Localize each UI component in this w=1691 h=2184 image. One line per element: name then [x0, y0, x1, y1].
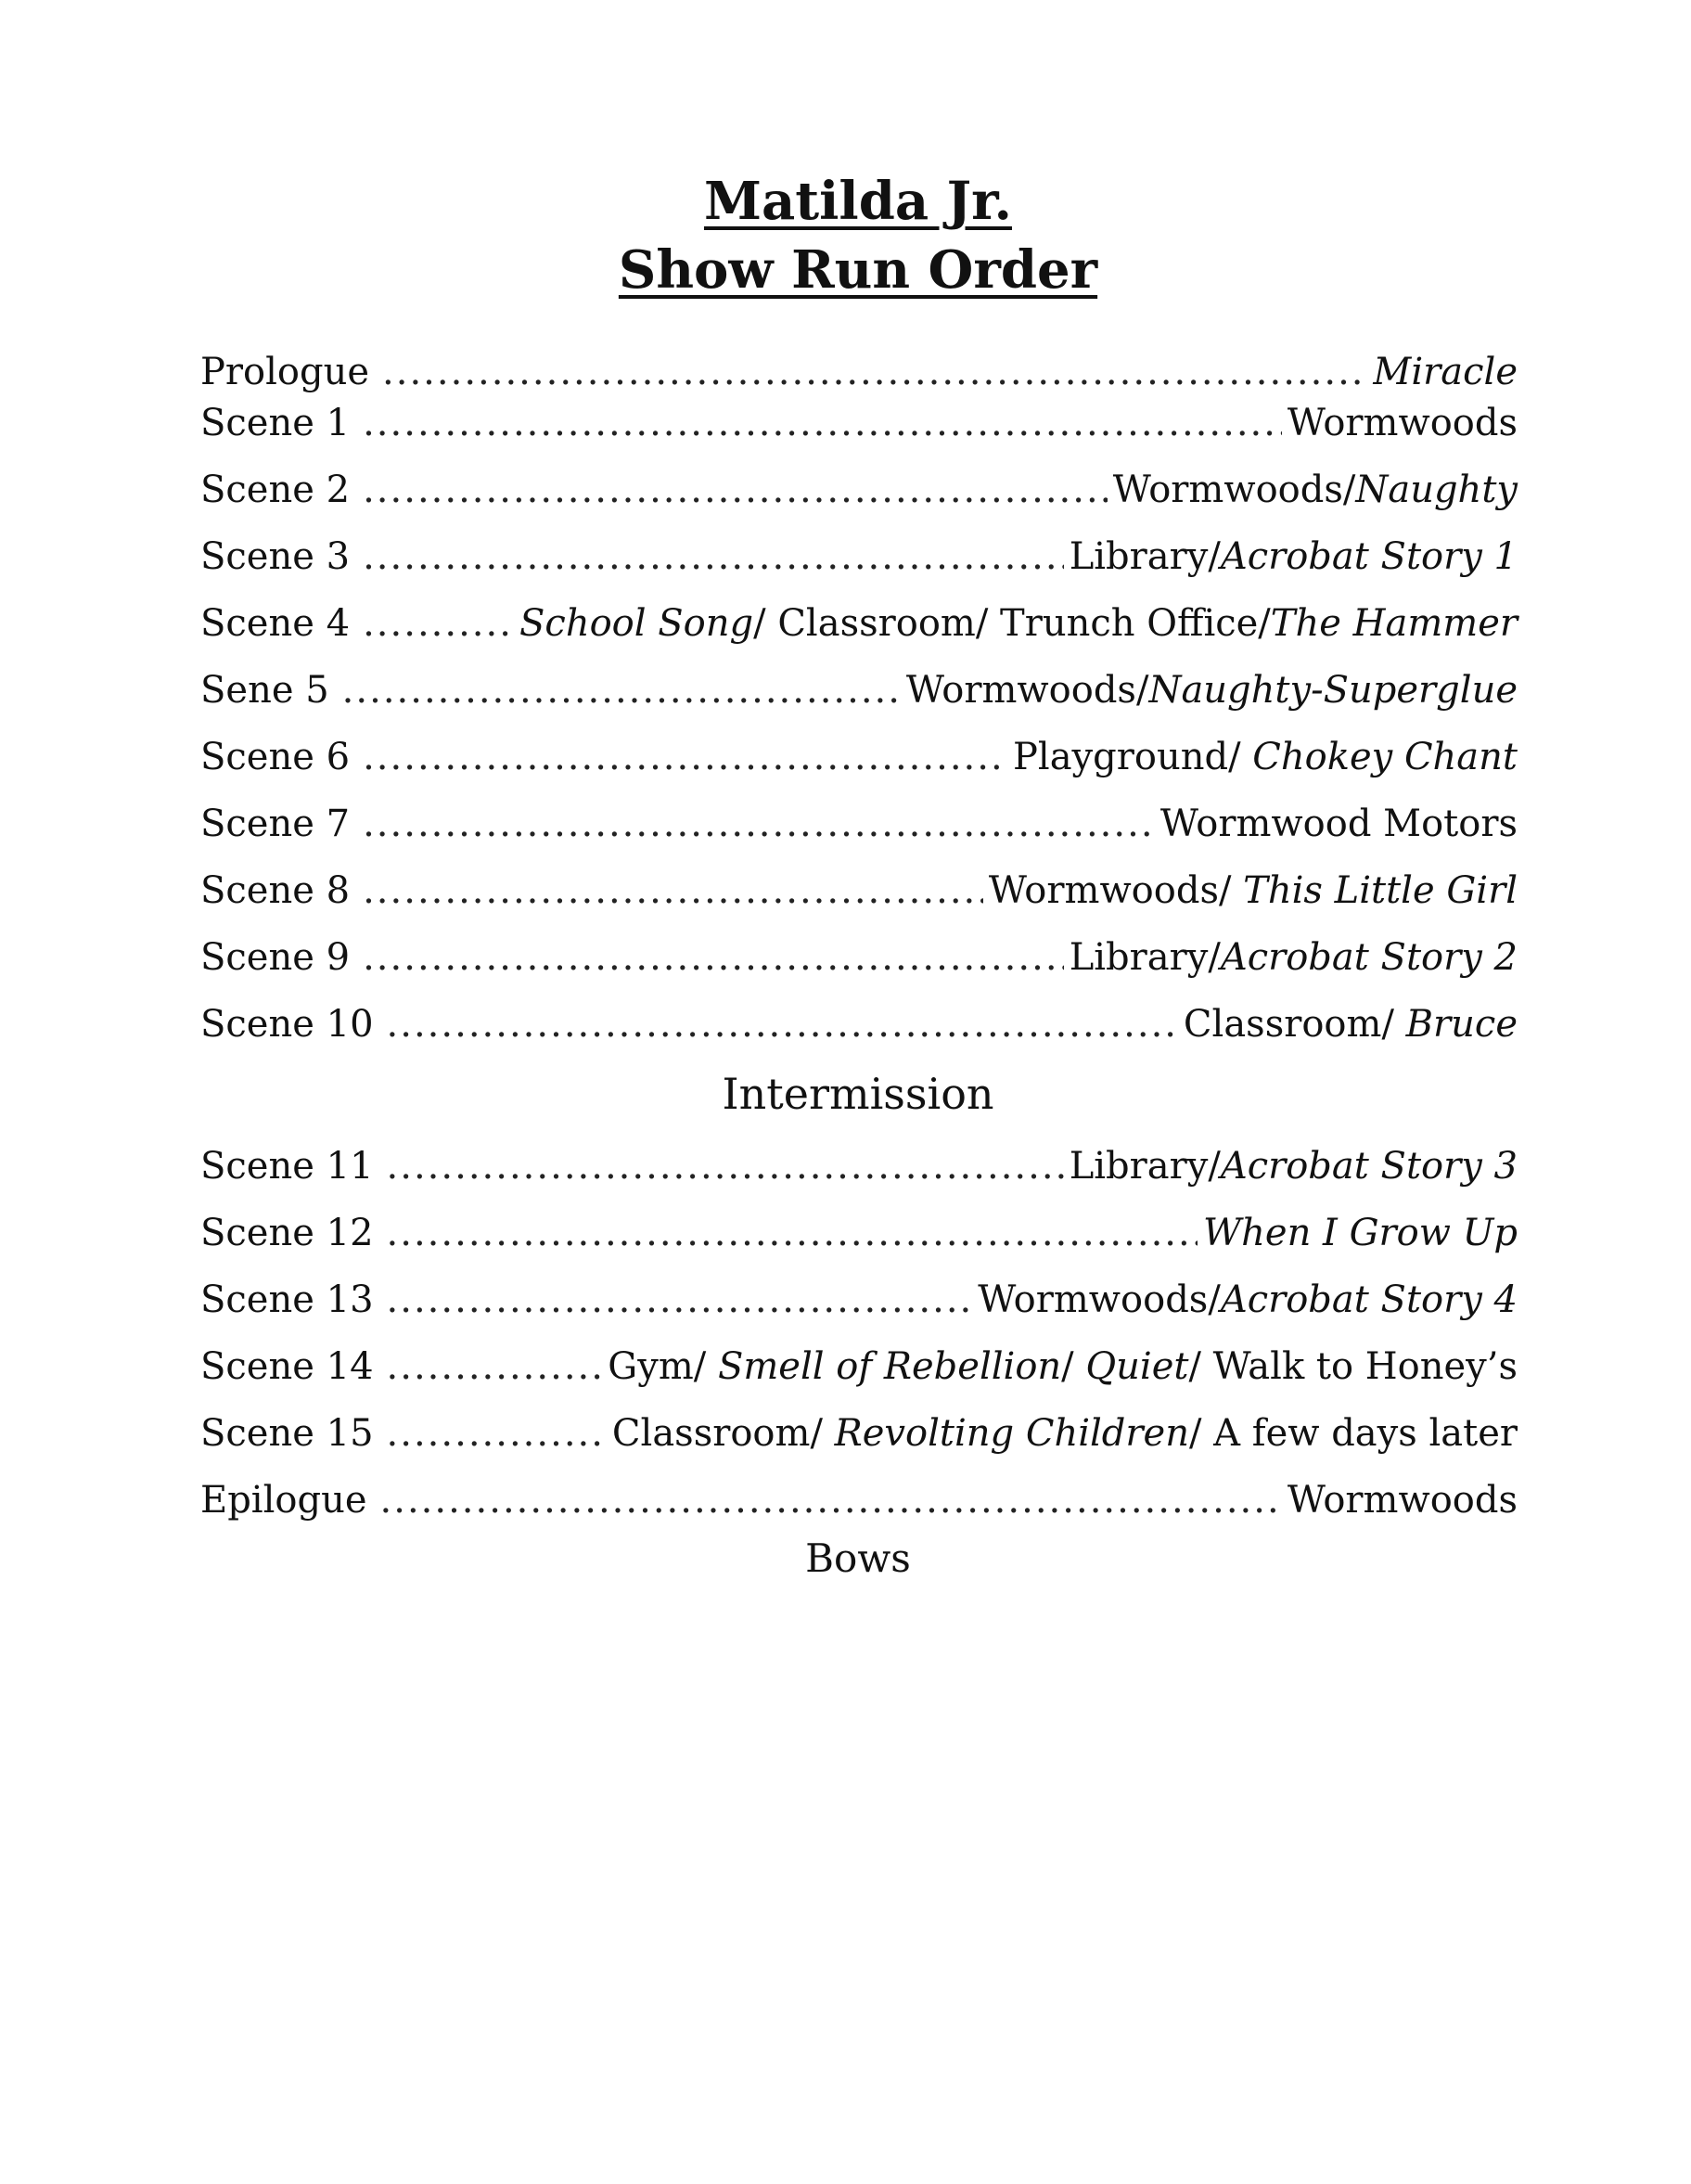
location-text: Classroom/	[1183, 1003, 1406, 1046]
song-title: Acrobat Story 1	[1220, 535, 1518, 578]
scene-description	[906, 669, 1518, 712]
leader-dots	[387, 1345, 603, 1388]
scene-row	[200, 1212, 1518, 1264]
song-title: Chokey Chant	[1252, 736, 1518, 778]
scene-label: Scene 2	[200, 469, 351, 511]
scene-label: Scene 15	[200, 1412, 374, 1455]
scene-description	[1373, 351, 1518, 393]
scene-description	[989, 869, 1518, 912]
song-title: Acrobat Story 2	[1220, 936, 1518, 979]
location-text: Library/	[1069, 936, 1221, 979]
song-title: Naughty-Superglue	[1148, 669, 1518, 712]
song-title: This Little Girl	[1243, 869, 1518, 912]
scene-description	[1013, 736, 1518, 778]
scene-row	[200, 736, 1518, 788]
location-text: / Classroom/ Trunch Office/	[753, 602, 1271, 645]
show-title: Matilda Jr.	[704, 171, 1012, 232]
scene-description	[1160, 803, 1518, 845]
leader-dots	[387, 1278, 973, 1321]
scene-description	[1287, 1479, 1518, 1522]
scene-label: Scene 10	[200, 1003, 374, 1046]
scene-description	[1184, 1003, 1518, 1046]
leader-dots	[380, 1479, 1282, 1522]
scene-description	[1113, 469, 1518, 511]
scene-description	[1070, 1145, 1518, 1188]
scene-row	[200, 1345, 1518, 1397]
scene-description	[978, 1278, 1518, 1321]
run-order-heading: Show Run Order	[618, 239, 1098, 301]
scene-row	[200, 402, 1518, 454]
song-title: Acrobat Story 3	[1220, 1145, 1518, 1188]
leader-dots	[363, 469, 1108, 511]
location-text: Wormwoods	[1287, 402, 1518, 444]
location-text: Library/	[1069, 1145, 1221, 1188]
leader-dots	[363, 535, 1064, 578]
scene-label: Scene 14	[200, 1345, 374, 1388]
scene-label: Scene 3	[200, 535, 351, 578]
song-title: School Song	[519, 602, 754, 645]
scene-row	[200, 803, 1518, 854]
location-text: Classroom/	[611, 1412, 835, 1455]
scene-label: Scene 8	[200, 869, 351, 912]
scene-label: Scene 4	[200, 602, 351, 645]
song-title: When I Grow Up	[1203, 1212, 1518, 1254]
scene-label: Scene 13	[200, 1278, 374, 1321]
scene-row	[200, 469, 1518, 520]
scene-label: Scene 9	[200, 936, 351, 979]
location-text: Wormwoods/	[978, 1278, 1221, 1321]
scene-row	[200, 1412, 1518, 1464]
song-title: Acrobat Story 4	[1220, 1278, 1518, 1321]
scene-row	[200, 535, 1518, 587]
scene-row	[200, 351, 1518, 403]
location-text: Playground/	[1012, 736, 1253, 778]
song-title: Bruce	[1405, 1003, 1518, 1046]
location-text: /	[1061, 1345, 1086, 1388]
song-title: Miracle	[1373, 351, 1518, 393]
scene-description	[519, 602, 1518, 645]
leader-dots	[363, 402, 1282, 444]
scene-label: Scene 12	[200, 1212, 374, 1254]
scene-row	[200, 1479, 1518, 1531]
leader-dots	[363, 869, 983, 912]
location-text: / A few days later	[1188, 1412, 1518, 1455]
bows-label: Bows	[805, 1535, 911, 1581]
scene-label: Sene 5	[200, 669, 329, 712]
location-text: Wormwoods	[1287, 1479, 1518, 1522]
scene-description	[1287, 402, 1518, 444]
leader-dots	[387, 1003, 1178, 1046]
leader-dots	[382, 351, 1367, 393]
scene-description	[1070, 936, 1518, 979]
scene-label: Scene 1	[200, 402, 351, 444]
scene-description	[608, 1345, 1518, 1388]
song-title: Smell of Rebellion	[717, 1345, 1062, 1388]
location-text: Wormwood Motors	[1159, 803, 1518, 845]
scene-label: Prologue	[200, 351, 370, 393]
scene-label: Scene 6	[200, 736, 351, 778]
leader-dots	[342, 669, 901, 712]
song-title: The Hammer	[1270, 602, 1518, 645]
leader-dots	[387, 1412, 607, 1455]
location-text: Gym/	[608, 1345, 718, 1388]
song-title: Quiet	[1085, 1345, 1189, 1388]
location-text: Wormwoods/	[905, 669, 1149, 712]
song-title: Naughty	[1355, 469, 1518, 511]
title-block	[0, 167, 1691, 304]
scene-label: Scene 11	[200, 1145, 374, 1188]
song-title: Revolting Children	[834, 1412, 1189, 1455]
scene-row	[200, 869, 1518, 921]
scene-description	[1203, 1212, 1518, 1254]
scene-row	[200, 669, 1518, 721]
leader-dots	[387, 1145, 1064, 1188]
scene-label: Epilogue	[200, 1479, 367, 1522]
leader-dots	[363, 803, 1155, 845]
scene-description	[1070, 535, 1518, 578]
leader-dots	[363, 602, 514, 645]
scene-row	[200, 1003, 1518, 1055]
scene-row	[200, 1278, 1518, 1330]
leader-dots	[363, 736, 1007, 778]
location-text: Library/	[1069, 535, 1221, 578]
scene-row	[200, 936, 1518, 988]
scene-label: Scene 7	[200, 803, 351, 845]
leader-dots	[387, 1212, 1198, 1254]
scene-row	[200, 1145, 1518, 1197]
location-text: / Walk to Honey’s	[1188, 1345, 1518, 1388]
location-text: Wormwoods/	[1112, 469, 1356, 511]
scene-row	[200, 602, 1518, 654]
intermission-heading: Intermission	[722, 1069, 994, 1119]
leader-dots	[363, 936, 1064, 979]
scene-description	[612, 1412, 1518, 1455]
location-text: Wormwoods/	[988, 869, 1244, 912]
